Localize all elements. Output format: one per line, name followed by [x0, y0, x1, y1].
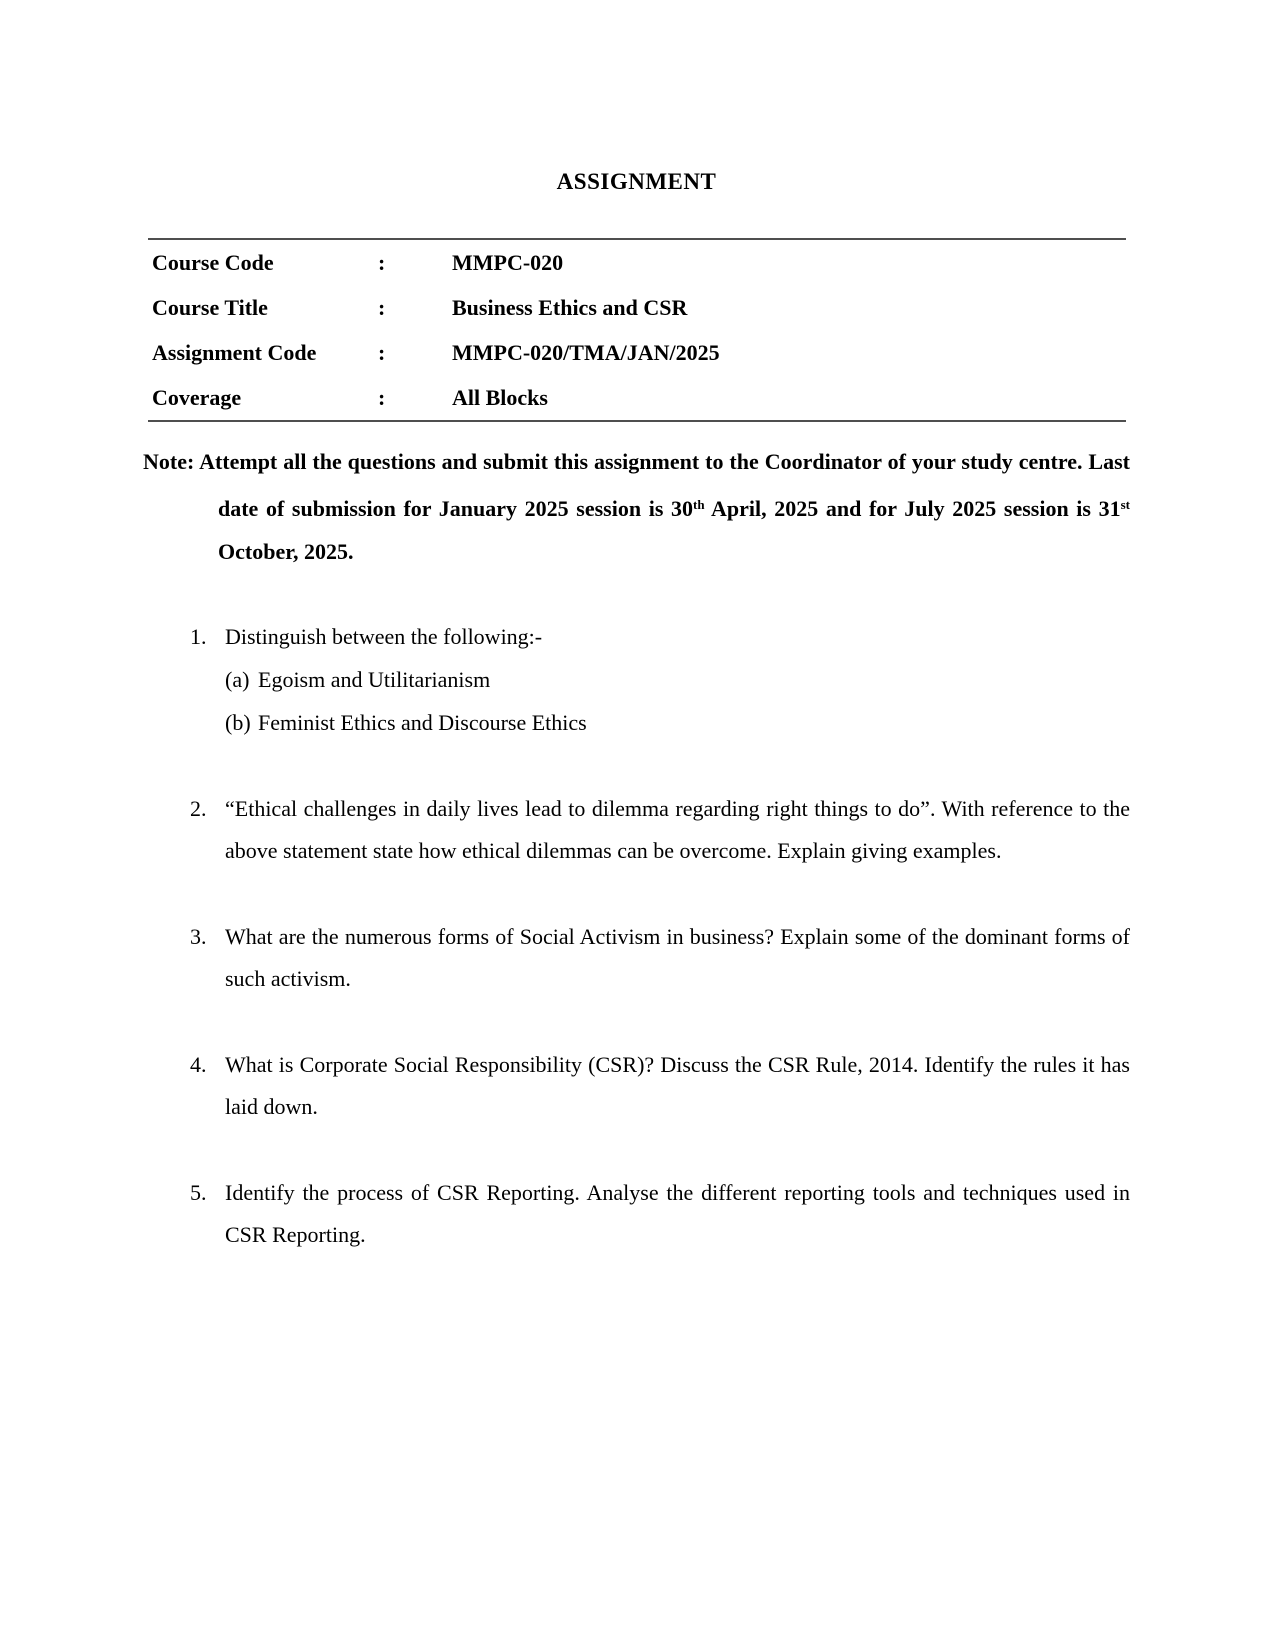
question-item-4	[143, 1044, 1130, 1128]
course-details-table	[148, 238, 1126, 422]
ordinal-superscript: th	[693, 497, 705, 512]
note-paragraph	[143, 440, 1130, 573]
question-body	[225, 616, 1130, 744]
question-number: 3.	[190, 924, 207, 949]
sub-item-marker: (a)	[225, 667, 250, 692]
row-separator: :	[378, 384, 386, 410]
question-text: Identify the process of CSR Reporting. Analyse the different reporting tools and techniques used in CSR Reporting.	[225, 1180, 1130, 1247]
note-text-part3: October, 2025.	[218, 539, 354, 564]
sub-item-text: Egoism and Utilitarianism	[258, 667, 491, 692]
row-value: MMPC-020/TMA/JAN/2025	[452, 339, 720, 365]
sub-item-a	[225, 658, 1130, 701]
question-number: 2.	[190, 796, 207, 821]
row-separator: :	[378, 294, 386, 320]
row-label: Coverage	[152, 384, 242, 410]
row-label: Course Code	[152, 249, 274, 275]
row-value: MMPC-020	[452, 249, 564, 275]
question-text: What are the numerous forms of Social Activism in business? Explain some of the dominant forms of such activism.	[225, 924, 1130, 991]
question-text: What is Corporate Social Responsibility (CSR)? Discuss the CSR Rule, 2014. Identify the rules it has laid down.	[225, 1052, 1130, 1119]
question-text: Distinguish between the following:-	[225, 624, 543, 649]
page-content	[143, 0, 1130, 1256]
table-row-course-title	[148, 285, 1126, 330]
sub-item-b	[225, 701, 1130, 744]
row-value: Business Ethics and CSR	[452, 294, 688, 320]
page-title: ASSIGNMENT	[556, 169, 717, 194]
row-label: Assignment Code	[152, 339, 317, 365]
table-row-course-code	[148, 240, 1126, 285]
row-separator: :	[378, 339, 386, 365]
row-label: Course Title	[152, 294, 268, 320]
question-item-3	[143, 916, 1130, 1000]
table-row-coverage	[148, 375, 1126, 420]
note-text-part1: Attempt all the questions and submit this assignment to the Coordinator of your study centre. Last date of submission for January 2025 session is 30	[199, 449, 1130, 521]
note-label: Note:	[143, 449, 195, 474]
row-value: All Blocks	[452, 384, 548, 410]
sub-item-marker: (b)	[225, 710, 251, 735]
question-item-5	[143, 1172, 1130, 1256]
question-number: 1.	[190, 624, 207, 649]
question-item-1	[143, 616, 1130, 744]
table-row-assignment-code	[148, 330, 1126, 375]
question-number: 5.	[190, 1180, 207, 1205]
ordinal-superscript: st	[1120, 497, 1130, 512]
question-text: “Ethical challenges in daily lives lead to dilemma regarding right things to do”. With reference to the above statement state how ethical dilemmas can be overcome. Explain giving examples.	[225, 796, 1130, 863]
question-list	[143, 616, 1130, 1256]
note-text-part2: April, 2025 and for July 2025 session is 31	[704, 496, 1121, 521]
row-separator: :	[378, 249, 386, 275]
question-item-2	[143, 788, 1130, 872]
question-number: 4.	[190, 1052, 207, 1077]
sub-item-text: Feminist Ethics and Discourse Ethics	[258, 710, 587, 735]
